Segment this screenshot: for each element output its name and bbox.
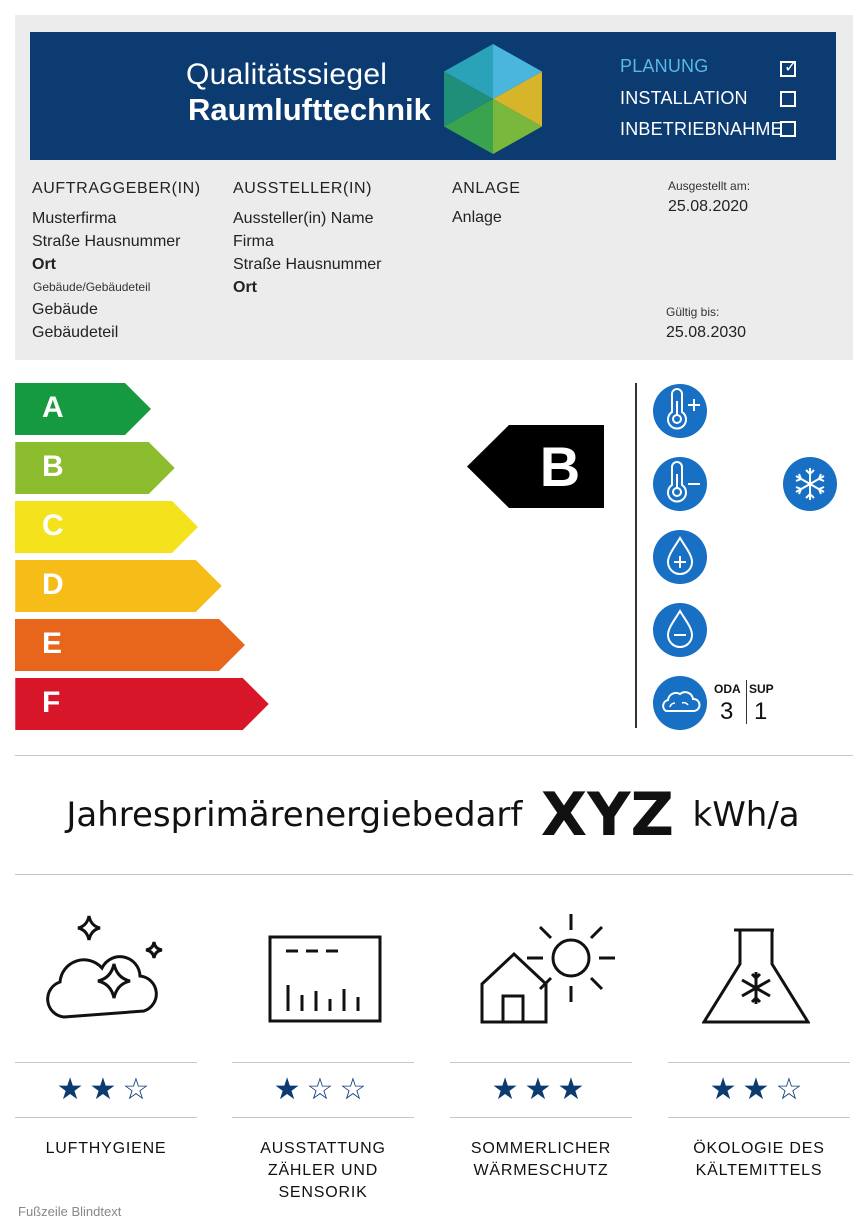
issuer-header: AUSSTELLER(IN) [233, 180, 373, 197]
client-header: AUFTRAGGEBER(IN) [32, 180, 201, 197]
thermometer-minus-icon [652, 456, 708, 512]
valid-label: Gültig bis: [666, 305, 720, 319]
energy-unit: kWh/a [692, 795, 800, 835]
issued-label: Ausgestellt am: [668, 179, 751, 193]
meter-sensor-icon [268, 935, 382, 1025]
snowflake-icon [782, 456, 838, 512]
rating-letter-a: A [42, 391, 64, 424]
category-label-line2: ZÄHLER UND SENSORIK [267, 1162, 379, 1201]
phase-commissioning-checkbox[interactable] [780, 121, 796, 137]
refrigerant-flask-icon [702, 928, 810, 1024]
phase-planning-label: PLANUNG [620, 56, 709, 76]
humidify-icon [652, 529, 708, 585]
phase-planning-checkbox[interactable] [780, 61, 796, 77]
issued-date: 25.08.2020 [668, 198, 749, 215]
energy-demand [0, 780, 866, 850]
category-divider-top [450, 1062, 632, 1063]
rating-bar-c [15, 501, 198, 553]
phase-installation-checkbox[interactable] [780, 91, 796, 107]
plant-header: ANLAGE [452, 180, 521, 197]
category-divider-top [15, 1062, 197, 1063]
footer-text: Fußzeile Blindtext [18, 1204, 122, 1219]
rating-bar-e [15, 619, 245, 671]
category-label [441, 1138, 641, 1182]
client-building-part: Gebäudeteil [32, 324, 119, 341]
brand-subtitle: Raumlufttechnik [188, 92, 431, 127]
category-label [6, 1138, 206, 1160]
rating-letter-e: E [42, 627, 63, 660]
clean-air-cloud-icon [42, 912, 168, 1028]
check-icon: ✓ [784, 59, 798, 76]
phase-commissioning-label: INBETRIEBNAHME [620, 119, 783, 139]
category-label-line1: AUSSTATTUNG [260, 1140, 386, 1157]
category-divider-top [668, 1062, 850, 1063]
client-street: Straße Hausnummer [32, 233, 181, 250]
category-label-line2: KÄLTEMITTELS [695, 1162, 823, 1179]
category-star-rating: ★★☆ [56, 1073, 156, 1106]
category-label [659, 1138, 859, 1182]
sup-label: SUP [749, 682, 774, 696]
category-label-line1: ÖKOLOGIE DES [693, 1140, 825, 1157]
valid-date: 25.08.2030 [666, 324, 747, 341]
hexagon-logo [444, 44, 542, 154]
category-label-line1: LUFTHYGIENE [45, 1140, 167, 1157]
current-rating-letter: B [539, 435, 581, 498]
client-company: Musterfirma [32, 210, 117, 227]
client-building: Gebäude [32, 301, 98, 318]
rating-bar-a [15, 383, 151, 435]
category-star-rating: ★★★ [491, 1073, 591, 1106]
issuer-name: Aussteller(in) Name [233, 210, 374, 227]
function-divider [635, 383, 637, 728]
issuer-city: Ort [233, 279, 257, 296]
oda-label: ODA [714, 682, 741, 696]
thermometer-plus-icon [652, 383, 708, 439]
energy-label: Jahresprimärenergiebedarf [66, 795, 523, 835]
oda-value: 3 [720, 698, 734, 725]
rating-letter-f: F [42, 686, 61, 719]
rating-bar-f [15, 678, 269, 730]
category-divider-bottom [232, 1117, 414, 1118]
category-divider-top [232, 1062, 414, 1063]
phase-installation-label: INSTALLATION [620, 88, 748, 108]
plant-value: Anlage [452, 209, 502, 226]
issuer-street: Straße Hausnummer [233, 256, 382, 273]
category-divider-bottom [450, 1117, 632, 1118]
client-city: Ort [32, 256, 56, 273]
category-label [223, 1138, 423, 1204]
house-sun-icon [478, 912, 618, 1024]
rating-bar-b [15, 442, 175, 494]
cloud-icon [652, 675, 708, 731]
rating-letter-c: C [42, 509, 64, 542]
category-star-rating: ★★☆ [709, 1073, 809, 1106]
building-caption: Gebäude/Gebäudeteil [33, 280, 151, 294]
category-divider-bottom [668, 1117, 850, 1118]
category-label-line2: WÄRMESCHUTZ [473, 1162, 609, 1179]
dehumidify-icon [652, 602, 708, 658]
rating-letter-b: B [42, 450, 64, 483]
category-star-rating: ★☆☆ [273, 1073, 373, 1106]
sup-value: 1 [754, 698, 768, 725]
oda-sup-divider [746, 680, 747, 724]
brand-title: Qualitätssiegel [186, 58, 388, 91]
issuer-company: Firma [233, 233, 274, 250]
category-label-line1: SOMMERLICHER [470, 1140, 612, 1157]
rating-letter-d: D [42, 568, 64, 601]
divider-bottom [15, 874, 853, 875]
category-divider-bottom [15, 1117, 197, 1118]
rating-bar-d [15, 560, 222, 612]
divider-top [15, 755, 853, 756]
energy-value: XYZ [540, 780, 675, 850]
